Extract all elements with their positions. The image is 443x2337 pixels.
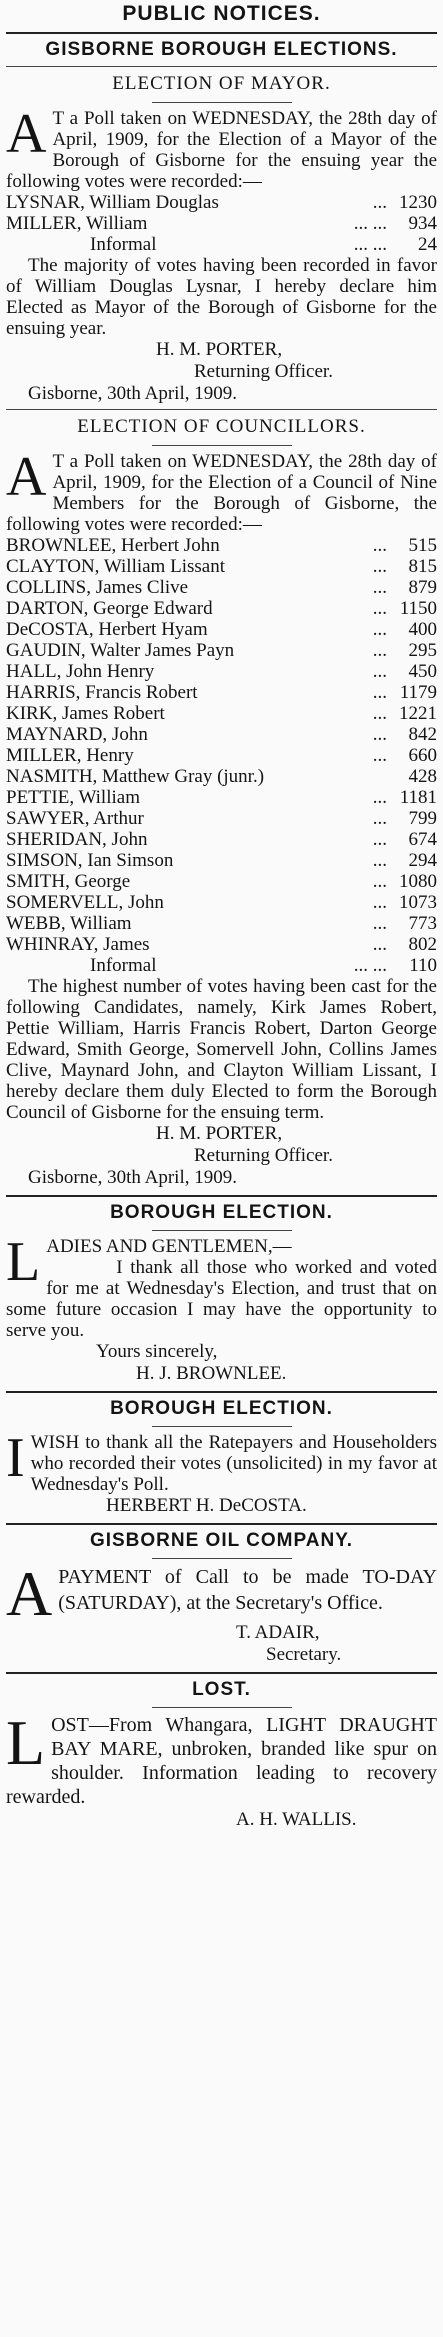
vote-row [6, 577, 437, 598]
vote-count: 799 [408, 808, 437, 829]
vote-row [6, 192, 437, 213]
signature: HERBERT H. DeCOSTA. [106, 1495, 307, 1516]
councillors-election-notice [6, 414, 437, 1189]
leader-dots: ... [372, 619, 387, 640]
officer-title: Returning Officer. [194, 361, 333, 382]
vote-row [6, 619, 437, 640]
leader-dots: ... [372, 913, 387, 934]
mayor-election-notice [6, 38, 437, 405]
vote-count: 1150 [399, 598, 437, 619]
divider [6, 32, 437, 34]
councillors-intro: T a Poll taken on WEDNESDAY, the 28th day of April, 1909, for the Election of a Council of Nine Members for the Borough of Gisborne, the following votes were recorded:— [6, 451, 437, 535]
drop-cap: L [6, 1707, 46, 1778]
drop-cap: L [6, 1231, 41, 1293]
divider [6, 1195, 437, 1197]
vote-row [6, 724, 437, 745]
candidate-name: DARTON, George Edward [6, 598, 213, 619]
candidate-name: SOMERVELL, John [6, 892, 164, 913]
leader-dots: ... [372, 640, 387, 661]
candidate-name: NASMITH, Matthew Gray (junr.) [6, 766, 265, 787]
notice-body: PAYMENT of Call to be made TO-DAY (SATURDAY), at the Secretary's Office. [58, 1566, 437, 1614]
vote-count: 515 [408, 535, 437, 556]
borough-elections-heading: GISBORNE BOROUGH ELECTIONS. [45, 39, 398, 60]
vote-count: 802 [408, 934, 437, 955]
vote-row [6, 745, 437, 766]
vote-row [6, 892, 437, 913]
lost-notice [6, 1678, 437, 1831]
lost-heading: LOST. [192, 1679, 251, 1700]
vote-count: 1179 [399, 682, 437, 703]
divider [152, 1707, 292, 1708]
candidate-name: SMITH, George [6, 871, 131, 892]
councillors-vote-list [6, 535, 437, 955]
vote-count: 1073 [399, 892, 437, 913]
vote-count: 674 [408, 829, 437, 850]
vote-row [6, 934, 437, 955]
vote-count: 450 [408, 661, 437, 682]
candidate-name: HALL, John Henry [6, 661, 155, 682]
leader-dots: ... ... [353, 213, 387, 234]
candidate-name: LYSNAR, William Douglas [6, 192, 219, 213]
closing: Yours sincerely, [96, 1341, 218, 1362]
vote-count: 428 [408, 766, 437, 787]
oil-company-heading: GISBORNE OIL COMPANY. [89, 1530, 354, 1551]
vote-count: 1230 [399, 192, 437, 213]
vote-count: 294 [408, 850, 437, 871]
candidate-name: SIMSON, Ian Simson [6, 850, 174, 871]
leader-dots: ... [372, 192, 387, 213]
mayor-subheading: ELECTION OF MAYOR. [112, 73, 331, 94]
leader-dots: ... [372, 745, 387, 766]
drop-cap: I [6, 1427, 25, 1489]
officer-name: H. M. PORTER, [156, 339, 283, 360]
divider [152, 102, 292, 103]
vote-row [6, 213, 437, 234]
decosta-notice [6, 1397, 437, 1517]
borough-election-heading: BOROUGH ELECTION. [110, 1202, 333, 1223]
drop-cap: A [6, 1558, 53, 1629]
officer-title: Returning Officer. [194, 1145, 333, 1166]
greeting: ADIES AND GENTLEMEN,— [46, 1236, 292, 1257]
divider [6, 1523, 437, 1525]
vote-count: 773 [408, 913, 437, 934]
divider [6, 409, 437, 410]
divider [152, 1426, 292, 1427]
oil-company-notice [6, 1529, 437, 1666]
dateline: Gisborne, 30th April, 1909. [28, 1167, 237, 1188]
drop-cap: A [6, 103, 47, 165]
signature: H. J. BROWNLEE. [136, 1363, 287, 1384]
vote-row [6, 535, 437, 556]
leader-dots: ... [372, 934, 387, 955]
signature-title: Secretary. [266, 1644, 342, 1665]
vote-row [6, 640, 437, 661]
mayor-vote-list [6, 192, 437, 234]
divider [152, 445, 292, 446]
candidate-name: MILLER, Henry [6, 745, 134, 766]
vote-count: 660 [408, 745, 437, 766]
vote-row [6, 913, 437, 934]
divider [6, 1391, 437, 1393]
vote-row [6, 787, 437, 808]
candidate-name: MAYNARD, John [6, 724, 148, 745]
vote-row [6, 661, 437, 682]
leader-dots: ... [372, 598, 387, 619]
councillors-declaration: The highest number of votes having been cast for the following Candidates, namely, Kirk James Robert, Pettie William, Harris Francis Robert, Darton George Edward, Smith George, Somervell John, Collins James Clive, Maynard John, and Clayton William Lissant, I hereby declare them duly Elected to form the Borough Council of Gisborne for the ensuing term. [6, 976, 437, 1123]
candidate-name: BROWNLEE, Herbert John [6, 535, 220, 556]
leader-dots: ... [372, 703, 387, 724]
leader-dots: ... [372, 682, 387, 703]
officer-name: H. M. PORTER, [156, 1123, 283, 1144]
candidate-name: COLLINS, James Clive [6, 577, 189, 598]
notice-body: I thank all those who worked and voted for me at Wednesday's Election, and trust that on some future occasion I may have the opportunity to serve you. [6, 1257, 437, 1341]
candidate-name: KIRK, James Robert [6, 703, 165, 724]
candidate-name: SHERIDAN, John [6, 829, 148, 850]
vote-count: 400 [408, 619, 437, 640]
vote-row [6, 850, 437, 871]
signature: T. ADAIR, [236, 1622, 320, 1643]
councillors-subheading: ELECTION OF COUNCILLORS. [77, 416, 366, 437]
vote-count: 295 [408, 640, 437, 661]
candidate-name: CLAYTON, William Lissant [6, 556, 225, 577]
leader-dots: ... [372, 808, 387, 829]
vote-row [6, 766, 437, 787]
borough-election-heading: BOROUGH ELECTION. [110, 1398, 333, 1419]
candidate-name: MILLER, William [6, 213, 148, 234]
vote-count: 815 [408, 556, 437, 577]
leader-dots: ... [372, 892, 387, 913]
vote-row [6, 598, 437, 619]
dateline: Gisborne, 30th April, 1909. [28, 383, 237, 404]
vote-count: 1181 [399, 787, 437, 808]
notice-body: WISH to thank all the Ratepayers and Householders who recorded their votes (unsolicited) in my favor at Wednesday's Poll. [30, 1432, 437, 1495]
leader-dots: ... [372, 850, 387, 871]
candidate-name: HARRIS, Francis Robert [6, 682, 198, 703]
candidate-name: DeCOSTA, Herbert Hyam [6, 619, 208, 640]
leader-dots: ... [372, 724, 387, 745]
vote-count: 1080 [399, 871, 437, 892]
leader-dots: ... [372, 577, 387, 598]
brownlee-notice [6, 1201, 437, 1385]
informal-row: Informal ... ... 110 [90, 955, 437, 976]
mayor-declaration: The majority of votes having been recorded in favor of William Douglas Lysnar, I hereby declare him Elected as Mayor of the Borough of Gisborne for the ensuing year. [6, 255, 437, 339]
vote-count: 879 [408, 577, 437, 598]
candidate-name: PETTIE, William [6, 787, 140, 808]
vote-row [6, 871, 437, 892]
informal-row: Informal ... ... 24 [90, 234, 437, 255]
vote-count: 842 [408, 724, 437, 745]
leader-dots: ... [372, 556, 387, 577]
candidate-name: WEBB, William [6, 913, 132, 934]
notice-body: OST—From Whangara, LIGHT DRAUGHT BAY MARE, unbroken, branded like spur on shoulder. Information leading to recovery rewarded. [6, 1714, 437, 1808]
divider [152, 1558, 292, 1559]
vote-row [6, 682, 437, 703]
leader-dots: ... [372, 829, 387, 850]
candidate-name: SAWYER, Arthur [6, 808, 144, 829]
leader-dots: ... [372, 871, 387, 892]
vote-row [6, 703, 437, 724]
vote-row [6, 829, 437, 850]
candidate-name: WHINRAY, James [6, 934, 150, 955]
leader-dots: ... [372, 787, 387, 808]
drop-cap: A [6, 446, 47, 508]
vote-count: 934 [408, 213, 437, 234]
mayor-intro: T a Poll taken on WEDNESDAY, the 28th day of April, 1909, for the Election of a Mayor of the Borough of Gisborne for the ensuing year the following votes were recorded:— [6, 108, 437, 192]
divider [152, 1230, 292, 1231]
candidate-name: GAUDIN, Walter James Payn [6, 640, 235, 661]
divider [6, 66, 437, 67]
vote-count: 1221 [399, 703, 437, 724]
leader-dots: ... [372, 535, 387, 556]
vote-row [6, 808, 437, 829]
leader-dots: ... [372, 661, 387, 682]
leader-dots [264, 766, 393, 787]
newspaper-column [6, 0, 437, 1831]
vote-row [6, 556, 437, 577]
divider [6, 1672, 437, 1674]
public-notices-heading: PUBLIC NOTICES. [122, 2, 321, 25]
signature: A. H. WALLIS. [236, 1809, 357, 1830]
